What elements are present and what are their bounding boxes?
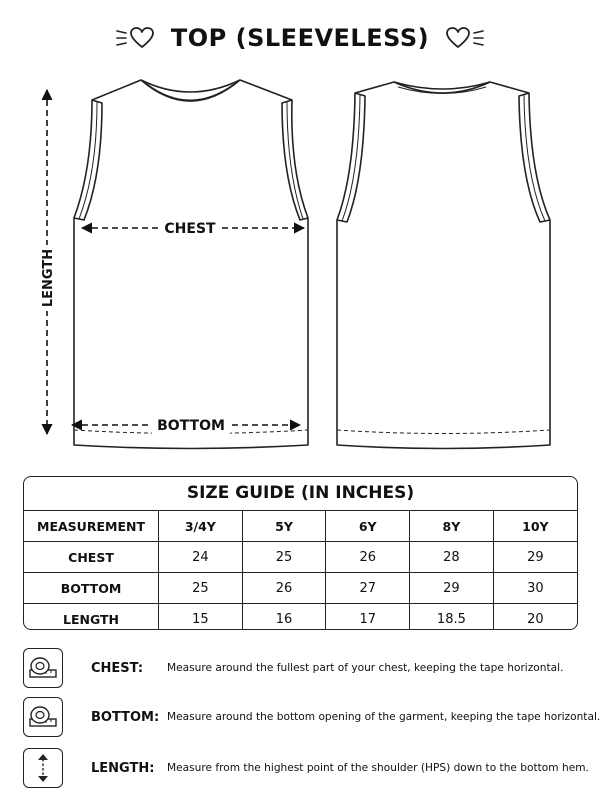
instruction-bottom bbox=[23, 695, 600, 739]
vertical-arrow-icon bbox=[33, 752, 53, 784]
row-label: CHEST bbox=[24, 542, 159, 573]
length-label: LENGTH bbox=[41, 248, 56, 308]
column-header: 8Y bbox=[410, 511, 494, 542]
bottom-label: BOTTOM bbox=[157, 418, 225, 434]
table-row bbox=[24, 604, 577, 631]
table-cell: 25 bbox=[159, 573, 243, 604]
table-cell: 18.5 bbox=[410, 604, 494, 631]
instruction-text: Measure from the highest point of the shoulder (HPS) down to the bottom hem. bbox=[167, 762, 589, 774]
measuring-tape-icon bbox=[28, 655, 58, 681]
instruction-text: Measure around the fullest part of your chest, keeping the tape horizontal. bbox=[167, 662, 564, 674]
instruction-text: Measure around the bottom opening of the garment, keeping the tape horizontal. bbox=[167, 711, 600, 723]
table-cell: 16 bbox=[242, 604, 326, 631]
icon-frame bbox=[23, 697, 63, 737]
table-cell: 30 bbox=[493, 573, 577, 604]
sparkle-right-icon bbox=[471, 27, 485, 49]
table-cell: 24 bbox=[159, 542, 243, 573]
column-header: 10Y bbox=[493, 511, 577, 542]
heart-left-icon bbox=[129, 26, 155, 50]
instruction-chest bbox=[23, 646, 583, 690]
icon-frame bbox=[23, 648, 63, 688]
garment-diagram bbox=[0, 72, 600, 462]
table-cell: 20 bbox=[527, 611, 544, 627]
measuring-tape-icon bbox=[28, 704, 58, 730]
heart-right-icon bbox=[445, 26, 471, 50]
column-header: 5Y bbox=[242, 511, 326, 542]
table-cell: 26 bbox=[242, 573, 326, 604]
table-cell: 29 bbox=[410, 573, 494, 604]
chest-label: CHEST bbox=[164, 221, 216, 237]
table-cell: 17 bbox=[326, 604, 410, 631]
instruction-length bbox=[23, 746, 589, 790]
table-cell: 29 bbox=[493, 542, 577, 573]
row-label: BOTTOM bbox=[24, 573, 159, 604]
table-cell: 25 bbox=[242, 542, 326, 573]
table-cell: 15 bbox=[159, 604, 243, 631]
size-guide-table bbox=[23, 476, 578, 630]
size-table bbox=[24, 511, 577, 630]
back-view bbox=[337, 82, 550, 449]
table-row bbox=[24, 573, 577, 604]
row-label: LENGTH bbox=[24, 604, 159, 631]
instruction-label: LENGTH: bbox=[91, 760, 155, 776]
table-row bbox=[24, 542, 577, 573]
page-title: TOP (SLEEVELESS) bbox=[170, 24, 430, 52]
table-cell: 27 bbox=[326, 573, 410, 604]
size-guide-title: SIZE GUIDE (IN INCHES) bbox=[24, 477, 577, 511]
table-header-row bbox=[24, 511, 577, 542]
front-view bbox=[74, 80, 308, 449]
table-cell: 26 bbox=[326, 542, 410, 573]
column-header: MEASUREMENT bbox=[24, 511, 159, 542]
sparkle-left-icon bbox=[115, 27, 129, 49]
icon-frame bbox=[23, 748, 63, 788]
column-header: 3/4Y bbox=[159, 511, 243, 542]
table-cell: 28 bbox=[410, 542, 494, 573]
column-header: 6Y bbox=[326, 511, 410, 542]
instruction-label: CHEST: bbox=[91, 660, 144, 676]
header bbox=[0, 18, 600, 58]
instruction-label: BOTTOM: bbox=[91, 709, 160, 725]
